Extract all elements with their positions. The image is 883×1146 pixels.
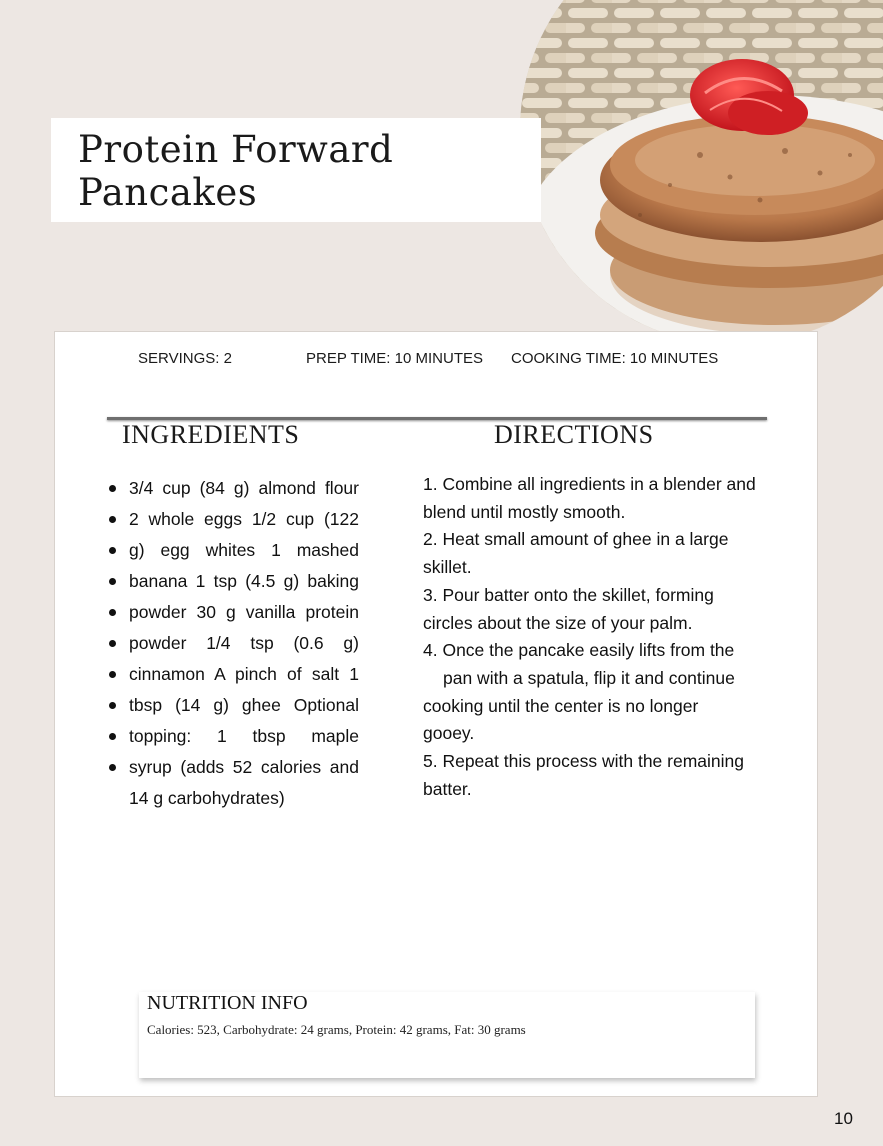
bullet-icon <box>109 609 116 616</box>
nutrition-heading: NUTRITION INFO <box>147 992 308 1014</box>
title-line-1: Protein Forward <box>78 128 394 171</box>
ingredient-line: 3/4 cup (84 g) almond flour <box>107 473 359 504</box>
direction-line: gooey. <box>423 723 475 744</box>
nutrition-values: Calories: 523, Carbohydrate: 24 grams, Protein: 42 grams, Fat: 30 grams <box>147 1022 526 1037</box>
recipe-card <box>54 331 818 1097</box>
title-box <box>51 118 541 222</box>
ingredient-line: topping: 1 tbsp maple <box>107 721 359 752</box>
page-number: 10 <box>834 1109 853 1128</box>
cooking-time-label: COOKING TIME: 10 MINUTES <box>511 350 719 367</box>
bullet-icon <box>109 702 116 709</box>
pancake-photo <box>520 0 883 345</box>
bullet-icon <box>109 578 116 585</box>
title-line-2: Pancakes <box>78 171 258 214</box>
ingredients-heading: INGREDIENTS <box>122 420 300 449</box>
ingredient-line: 14 g carbohydrates) <box>129 788 285 808</box>
bullet-icon <box>109 516 116 523</box>
ingredients-list <box>107 473 359 814</box>
bullet-icon <box>109 733 116 740</box>
direction-line: cooking until the center is no longer <box>423 695 699 716</box>
servings-label: SERVINGS: 2 <box>138 350 232 367</box>
direction-line: skillet. <box>423 557 472 578</box>
direction-line: 1. Combine all ingredients in a blender and <box>423 474 756 494</box>
direction-line: 5. Repeat this process with the remaining <box>423 751 744 772</box>
ingredient-line: tbsp (14 g) ghee Optional <box>107 690 359 721</box>
ingredient-line: banana 1 tsp (4.5 g) baking <box>107 566 359 597</box>
directions-heading: DIRECTIONS <box>494 420 654 449</box>
ingredient-line: cinnamon A pinch of salt 1 <box>107 659 359 690</box>
directions-text <box>423 471 788 803</box>
direction-line: 3. Pour batter onto the skillet, forming <box>423 584 714 605</box>
bullet-icon <box>109 547 116 554</box>
direction-line: blend until mostly smooth. <box>423 501 626 522</box>
ingredient-line: syrup (adds 52 calories and <box>107 752 359 783</box>
direction-line: 4. Once the pancake easily lifts from the <box>423 640 735 661</box>
nutrition-box <box>139 992 755 1078</box>
prep-time-label: PREP TIME: 10 MINUTES <box>306 350 483 367</box>
ingredient-line: 2 whole eggs 1/2 cup (122 <box>107 504 359 535</box>
direction-line: pan with a spatula, flip it and continue <box>443 667 735 688</box>
ingredient-line: powder 30 g vanilla protein <box>107 597 359 628</box>
direction-line: batter. <box>423 778 472 799</box>
recipe-title <box>78 128 393 214</box>
ingredient-line: g) egg whites 1 mashed <box>107 535 359 566</box>
ingredient-line: powder 1/4 tsp (0.6 g) <box>107 628 359 659</box>
bullet-icon <box>109 764 116 771</box>
direction-line: 2. Heat small amount of ghee in a large <box>423 529 729 550</box>
bullet-icon <box>109 485 116 492</box>
bullet-icon <box>109 640 116 647</box>
bullet-icon <box>109 671 116 678</box>
direction-line: circles about the size of your palm. <box>423 612 693 633</box>
